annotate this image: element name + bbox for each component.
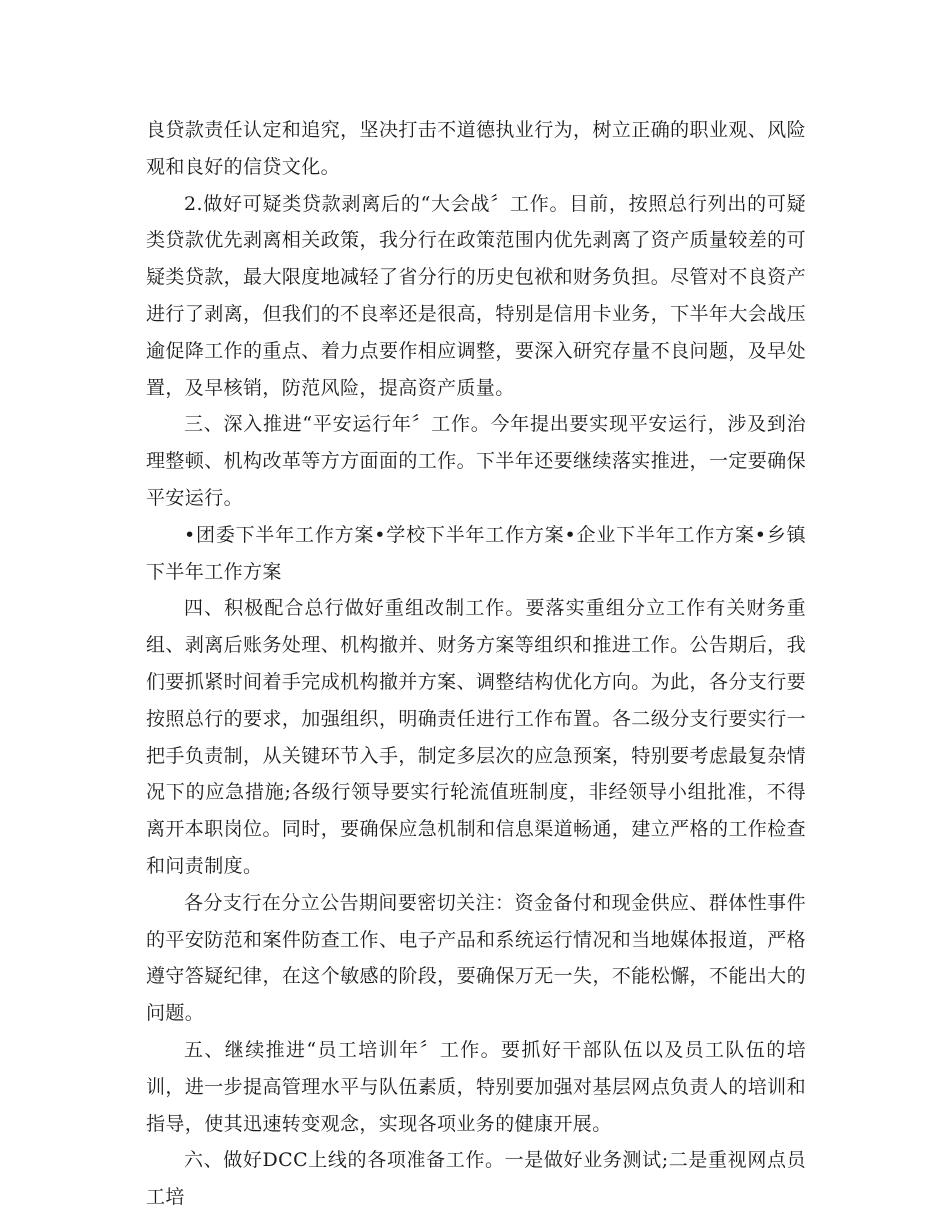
paragraph-announcement-period: 各分支行在分立公告期间要密切关注：资金备付和现金供应、群体性事件的平安防范和案件防查工作、电子产品和系统运行情况和当地媒体报道，严格遵守答疑纪律，在这个敏感的阶段，要确保万无一失，不能松懈，不能出大的问题。 (146, 891, 806, 1025)
paragraph-safe-operation-year: 三、深入推进“平安运行年〞工作。今年提出要实现平安运行，涉及到治理整顿、机构改革等方方面面的工作。下半年还要继续落实推进，一定要确保平安运行。 (146, 413, 806, 509)
paragraph-continued-loan-responsibility: 良贷款责任认定和追究，坚决打击不道德执业行为，树立正确的职业观、风险观和良好的信贷文化。 (146, 119, 806, 178)
paragraph-restructuring: 四、积极配合总行做好重组改制工作。要落实重组分立工作有关财务重组、剥离后账务处理、机构撤并、财务方案等组织和推进工作。公告期后，我们要抓紧时间着手完成机构撤并方案、调整结构优化方向。为此，各分支行要按照总行的要求，加强组织，明确责任进行工作布置。各二级分支行要实行一把手负责制，从关键环节入手，制定多层次的应急预案，特别要考虑最复杂情况下的应急措施;各级行领导要实行轮流值班制度，非经领导小组批准，不得离开本职岗位。同时，要确保应急机制和信息渠道畅通，建立严格的工作检查和问责制度。 (146, 597, 806, 877)
paragraph-staff-training-year: 五、继续推进“员工培训年〞工作。要抓好干部队伍以及员工队伍的培训，进一步提高管理水平与队伍素质，特别要加强对基层网点负责人的培训和指导，使其迅速转变观念，实现各项业务的健康开展。 (146, 1038, 806, 1135)
document-body (146, 112, 806, 1216)
paragraph-doubtful-loan-campaign: 2.做好可疑类贷款剥离后的“大会战〞工作。目前，按照总行列出的可疑类贷款优先剥离相关政策，我分行在政策范围内优先剥离了资产质量较差的可疑类贷款，最大限度地减轻了省分行的历史包袱和财务负担。尽管对不良资产进行了剥离，但我们的不良率还是很高，特别是信用卡业务，下半年大会战压逾促降工作的重点、着力点要作相应调整，要深入研究存量不良问题，及早处置，及早核销，防范风险，提高资产质量。 (146, 192, 806, 399)
paragraph-dcc-launch: 六、做好DCC上线的各项准备工作。一是做好业务测试;二是重视网点员工培 (146, 1149, 806, 1209)
related-plans-links[interactable]: •团委下半年工作方案•学校下半年工作方案•企业下半年工作方案•乡镇下半年工作方案 (146, 523, 806, 583)
